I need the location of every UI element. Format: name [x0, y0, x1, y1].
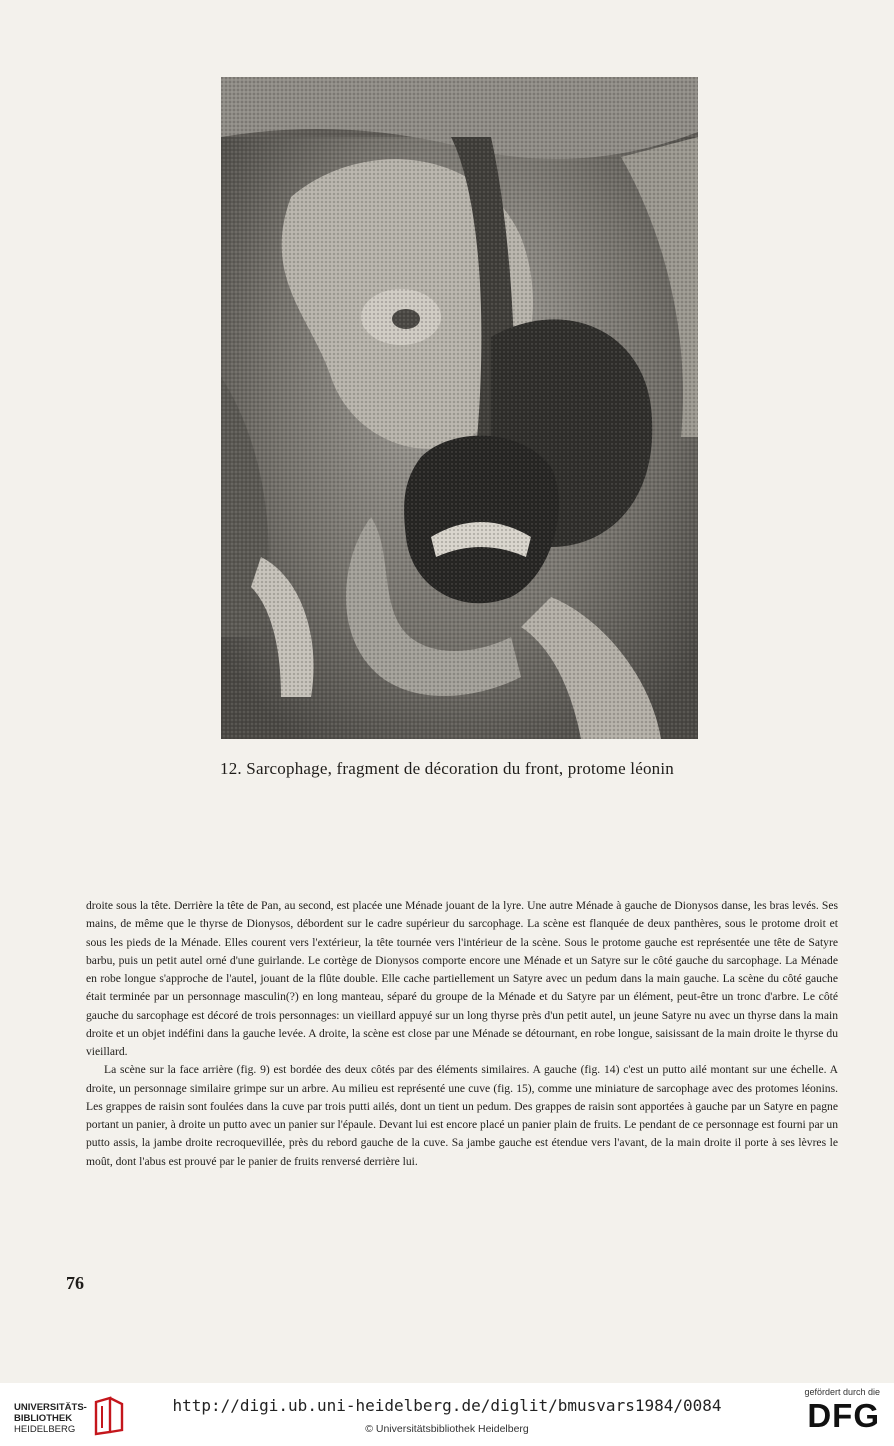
- permalink-url[interactable]: http://digi.ub.uni-heidelberg.de/diglit/bmusvars1984/0084: [172, 1396, 722, 1415]
- dfg-logo-icon: DFG: [807, 1397, 880, 1434]
- funding-note: gefördert durch die: [804, 1387, 880, 1397]
- lion-protome-image: [221, 77, 698, 739]
- sarcophagus-photo: [221, 77, 698, 739]
- copyright-notice: © Universitätsbibliothek Heidelberg: [365, 1423, 529, 1435]
- paragraph-1: droite sous la tête. Derrière la tête de Pan, au second, est placée une Ménade jouant de la lyre. Une autre Ménade à gauche de Dionysos danse, les bras levés. Ses mains, de même que le thyrse de Dionysos, débordent sur le cadre supérieur du sarcophage. La scène est flanquée de deux panthères, sous le protome droit et sous les pieds de la Ménade. Elles courent vers l'extérieur, la tête tournée vers l'intérieur de la scène. Sous le protome gauche est représentée une tête de Satyre barbu, puis un petit autel orné d'une guirlande. Le cortège de Dionysos comporte encore une Ménade et un Satyre sur le côté gauche du sarcophage. La Ménade en robe longue s'approche de l'autel, jouant de la flûte double. Elle cache partiellement un Satyre avec un pedum dans la main gauche. La scène du côté gauche était terminée par un personnage masculin(?) en long manteau, séparé du groupe de la Ménade et du Satyre par un élément, peut-être un tronc d'arbre. Le côté gauche du sarcophage est décoré de trois personnages: un vieillard appuyé sur un long thyrse près d'un petit autel, un jeune Satyre nu avec un thyrse dans la main droite et un objet indéfini dans la gauche levée. A droite, la scène est close par une Ménade se détournant, en robe longue, saisissant de la main droite le thyrse du vieillard.: [86, 899, 838, 1058]
- library-name-line-2: BIBLIOTHEK: [14, 1413, 73, 1424]
- page-number: 76: [66, 1273, 84, 1293]
- funder-block[interactable]: [790, 1387, 880, 1443]
- paragraph-2: La scène sur la face arrière (fig. 9) est bordée des deux côtés par des éléments similaires. A gauche (fig. 14) c'est un putto ailé montant sur une échelle. A droite, un personnage similaire grimpe sur un arbre. Au milieu est représenté une cuve (fig. 15), comme une miniature de sarcophage avec des protomes léonins. Les grappes de raisin sont foulées dans la cuve par trois putti ailés, dont un tient un pedum. Des grappes de raisin sont apportées à gauche par un Satyre en pagne portant un panier, à droite un putto avec un panier sur l'épaule. Devant lui est encore placé un panier plain de fruits. Le pendant de ce personnage est fourni par un putto assis, la jambe droite recroquevillée, près du rebord gauche de la cuve. Sa jambe gauche est étendue vers l'avant, de la main droite il porte à ses lèvres le moût, dont l'abus est prouvé par le panier de fruits renversé derrière lui.: [86, 1063, 838, 1168]
- article-body: [86, 897, 838, 1171]
- figure-caption: 12. Sarcophage, fragment de décoration du front, protome léonin: [220, 759, 674, 778]
- library-name-line-3: HEIDELBERG: [14, 1424, 76, 1435]
- library-name-line-1: UNIVERSITÄTS-: [14, 1402, 87, 1413]
- digitization-footer: [0, 1383, 894, 1446]
